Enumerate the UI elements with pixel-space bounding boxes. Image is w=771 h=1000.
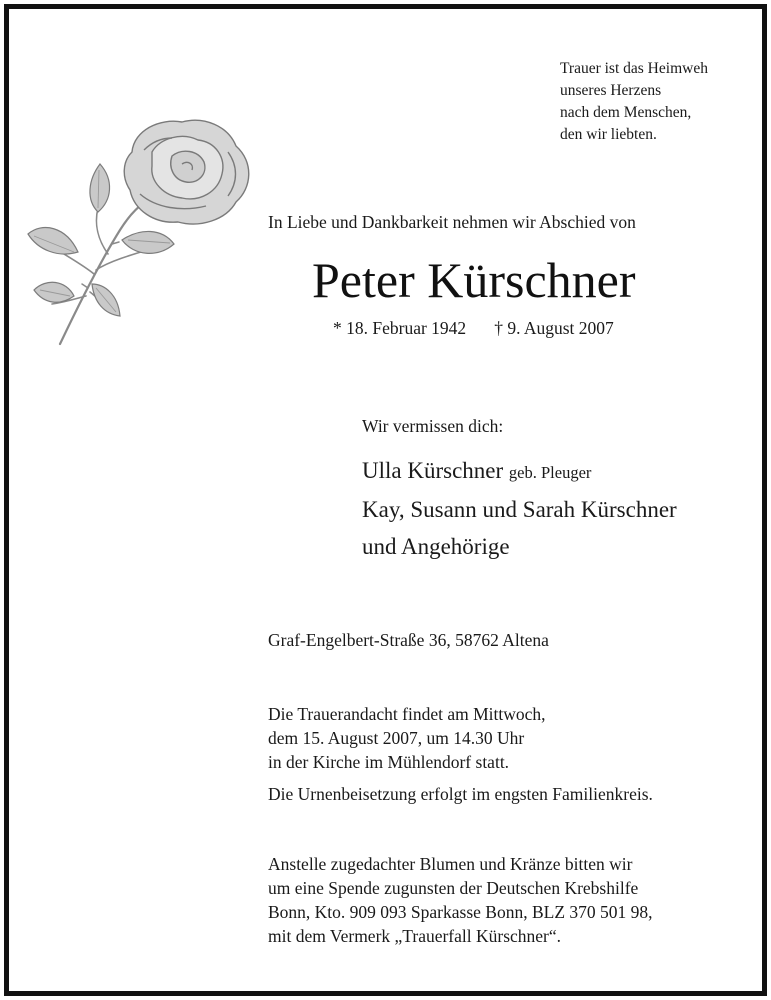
motto-quote: [560, 58, 708, 146]
service-line: in der Kirche im Mühlendorf statt.: [268, 752, 510, 772]
urn-burial-note: Die Urnenbeisetzung erfolgt im engsten Familienkreis.: [268, 784, 653, 804]
donation-line: Bonn, Kto. 909 093 Sparkasse Bonn, BLZ 370 501 98,: [268, 902, 653, 922]
spouse-maiden-name: geb. Pleuger: [508, 463, 592, 482]
farewell-intro: In Liebe und Dankbarkeit nehmen wir Abschied von: [268, 212, 636, 232]
birth-date: * 18. Februar 1942: [333, 318, 467, 338]
service-line: Die Trauerandacht findet am Mittwoch,: [268, 704, 546, 724]
relatives-line: und Angehörige: [362, 534, 510, 559]
motto-line: nach dem Menschen,: [560, 104, 692, 121]
motto-line: den wir liebten.: [560, 126, 657, 143]
mourners-label: Wir vermissen dich:: [362, 416, 504, 436]
donation-line: um eine Spende zugunsten der Deutschen Krebshilfe: [268, 878, 639, 898]
donation-request: [268, 852, 653, 948]
life-dates: [333, 318, 614, 339]
family-address: Graf-Engelbert-Straße 36, 58762 Altena: [268, 630, 549, 650]
rose-icon: [22, 112, 260, 352]
service-line: dem 15. August 2007, um 14.30 Uhr: [268, 728, 525, 748]
motto-line: unseres Herzens: [560, 82, 662, 99]
death-date: † 9. August 2007: [494, 318, 614, 338]
service-info: [268, 702, 546, 774]
deceased-name: Peter Kürschner: [312, 252, 636, 308]
motto-line: Trauer ist das Heimweh: [560, 60, 708, 77]
children-line: Kay, Susann und Sarah Kürschner: [362, 497, 677, 522]
mourners-list: [362, 452, 677, 565]
donation-line: Anstelle zugedachter Blumen und Kränze bitten wir: [268, 854, 633, 874]
spouse-line: [362, 452, 677, 491]
spouse-name: Ulla Kürschner: [362, 458, 504, 483]
donation-line: mit dem Vermerk „Trauerfall Kürschner“.: [268, 926, 562, 946]
